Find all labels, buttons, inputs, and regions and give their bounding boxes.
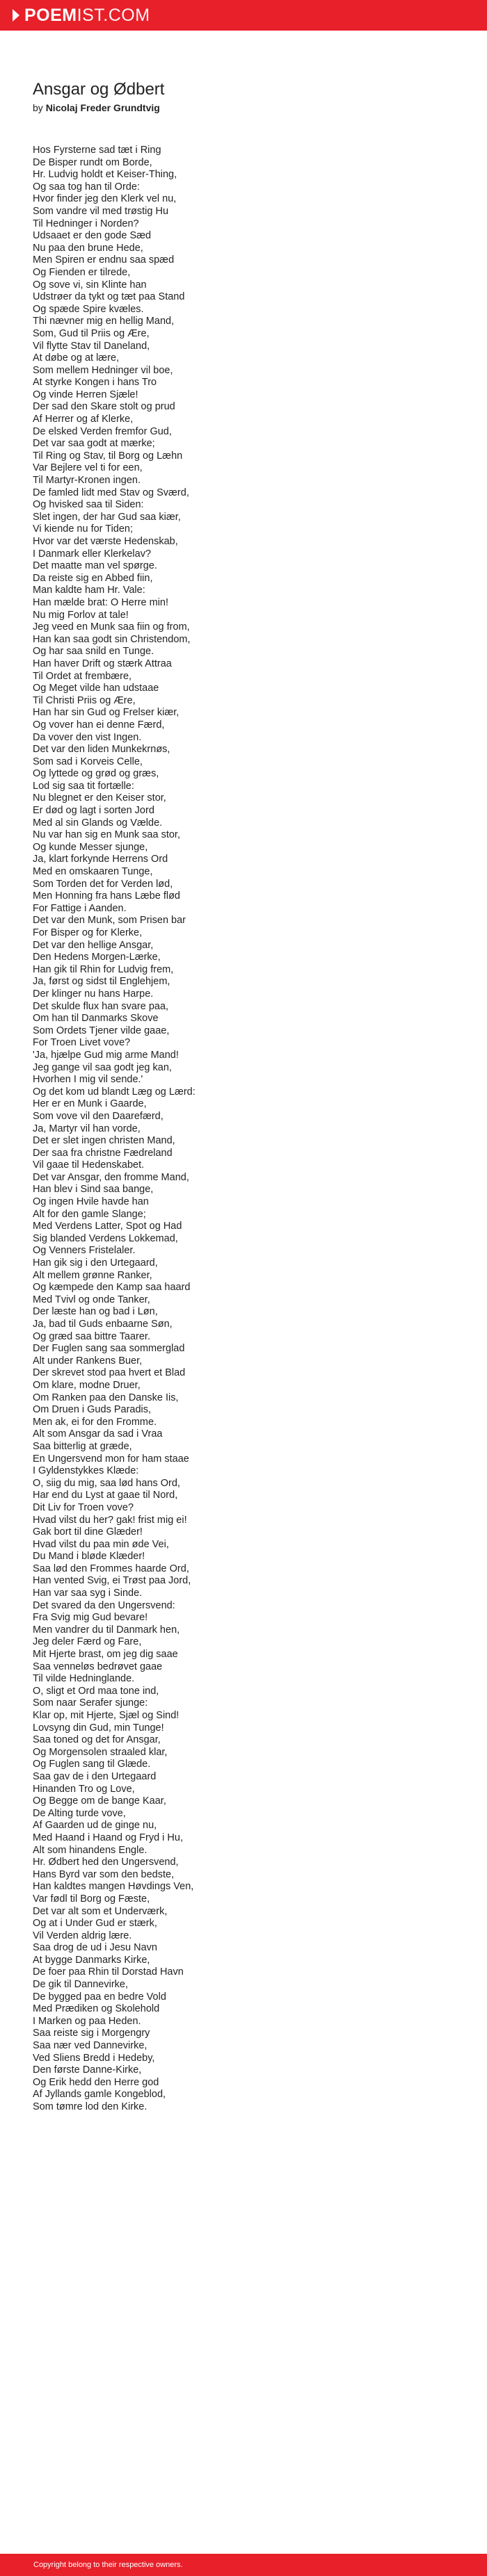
poem-line: I Danmark eller Klerkelav? [33, 548, 152, 560]
poem-line: 'Ja, hjælpe Gud mig arme Mand! [33, 1049, 179, 1061]
poem-line: Til Ordet at frembære, [33, 670, 132, 682]
poem-line: Alt som Ansgar da sad i Vraa [33, 1428, 163, 1440]
poem-line: Saa drog de ud i Jesu Navn [33, 1942, 157, 1954]
poem-line: Men Spiren er endnu saa spæd [33, 254, 175, 266]
poem-line: Den Hedens Morgen-Lærke, [33, 952, 161, 963]
poem-line: Her er en Munk i Gaarde, [33, 1098, 147, 1110]
poem-line: Var fødl til Borg og Fæste, [33, 1893, 150, 1905]
poem-line: I Gyldenstykkes Klæde: [33, 1465, 139, 1477]
poem-line: Ja, først og sidst til Englehjem, [33, 976, 170, 988]
poem-line: Thi nævner mig en hellig Mand, [33, 316, 175, 327]
poem-line: Til Christi Priis og Ære, [33, 694, 136, 706]
poem-line: Alt mellem grønne Ranker, [33, 1269, 152, 1281]
poem-line: Som tømre lod den Kirke. [33, 2101, 147, 2112]
poem-line: Hinanden Tro og Love, [33, 1783, 135, 1795]
poem-line: At døbe og at lære, [33, 352, 120, 364]
poem-line: De elsked Verden fremfor Gud, [33, 425, 172, 437]
poem-line: Saa toned og det for Ansgar, [33, 1734, 161, 1746]
poem-line: Han var saa syg i Sinde. [33, 1588, 143, 1599]
poem-line: Den første Danne-Kirke, [33, 2064, 142, 2076]
poem-line: Jeg veed en Munk saa fiin og from, [33, 621, 190, 633]
poem-line: Og Morgensolen straaled klar, [33, 1746, 168, 1758]
poem-line: Saa lød den Frommes haarde Ord, [33, 1563, 189, 1574]
poem-line: Og saa tog han til Orde: [33, 181, 140, 193]
byline [33, 102, 450, 113]
poem-line: Hos Fyrsterne sad tæt i Ring [33, 145, 161, 156]
poem-line: Ja, bad til Guds enbaarne Søn, [33, 1319, 173, 1330]
poem-line: En Ungersvend mon for ham staae [33, 1453, 189, 1465]
poem-line: Saa reiste sig i Morgengry [33, 2028, 150, 2039]
site-footer [0, 2554, 487, 2576]
poem-line: Som vove vil den Daarefærd, [33, 1110, 163, 1122]
poem-line: De Bisper rundt om Borde, [33, 156, 152, 168]
poem-line: At bygge Danmarks Kirke, [33, 1954, 150, 1966]
poem-line: Med en omskaaren Tunge, [33, 866, 153, 878]
poem-line: Hvad vilst du paa min øde Vei, [33, 1538, 169, 1550]
poem-line: Han vented Svig, ei Trøst paa Jord, [33, 1575, 191, 1587]
poem-line: Han blev i Sind saa bange, [33, 1184, 154, 1196]
poem-line: Saa nær ved Dannevirke, [33, 2040, 147, 2052]
poem-line: Hr. Ludvig holdt et Keiser-Thing, [33, 169, 177, 181]
poem-line: Det var den liden Munkekrnøs, [33, 744, 170, 756]
poem-line: Til Martyr-Kronen ingen. [33, 475, 141, 487]
poem-line: De foer paa Rhin til Dorstad Havn [33, 1966, 184, 1978]
poem-line: Som Torden det for Verden lød, [33, 878, 173, 890]
poem-line: Udsaaet er den gode Sæd [33, 230, 152, 242]
poem-line: Saa bitterlig at græde, [33, 1440, 132, 1452]
poem-line: Det var alt som et Underværk, [33, 1905, 168, 1917]
poem-line: Hvorhen I mig vil sende.' [33, 1074, 143, 1086]
poem-line: Fra Svig mig Gud bevare! [33, 1612, 148, 1624]
poem-line: Dit Liv for Troen vove? [33, 1501, 134, 1513]
poem-line: Det var den Munk, som Prisen bar [33, 915, 186, 927]
poem-line: Hvor finder jeg den Klerk vel nu, [33, 193, 177, 205]
poem-line: Vil gaae til Hedenskabet. [33, 1159, 145, 1171]
poem-line: Der læste han og bad i Løn, [33, 1306, 158, 1318]
poem-line: Han kaldtes mangen Høvdings Ven, [33, 1881, 194, 1893]
poem-line: Og kunde Messer sjunge, [33, 841, 148, 853]
poem-line: Som, Gud til Priis og Ære, [33, 327, 150, 339]
poem-line: Og kæmpede den Kamp saa haard [33, 1282, 191, 1294]
poem-line: Var Bejlere vel ti for een, [33, 462, 143, 474]
poem-line: Og spæde Spire kvæles. [33, 303, 144, 315]
poem-line: Mit Hjerte brast, om jeg dig saae [33, 1649, 178, 1661]
poem-line: Alt som hinandens Engle. [33, 1844, 147, 1856]
poem-line: Da vover den vist Ingen. [33, 731, 142, 743]
poem-line: Men ak, ei for den Fromme. [33, 1416, 157, 1428]
poem-line: Som mellem Hedninger vil boe, [33, 364, 173, 376]
poem-line: Til Hedninger i Norden? [33, 218, 139, 229]
poem-line: Nu mig Forlov at tale! [33, 609, 129, 621]
poem-line: Han mælde brat: O Herre min! [33, 596, 169, 608]
poem-line: Det var Ansgar, den fromme Mand, [33, 1171, 189, 1183]
poem-line: Er død og lagt i sorten Jord [33, 805, 154, 817]
poem-line: Han har sin Gud og Frelser kiær, [33, 707, 179, 719]
poem-line: Slet ingen, der har Gud saa kiær, [33, 511, 181, 523]
poem-line: Hvor var det værste Hedenskab, [33, 536, 178, 547]
poem-line: Det er slet ingen christen Mand, [33, 1135, 175, 1147]
poem-line: Ja, klart forkynde Herrens Ord [33, 854, 168, 865]
poem-line: Nu paa den brune Hede, [33, 242, 143, 254]
poem-line: O, siig du mig, saa lød hans Ord, [33, 1477, 180, 1489]
poem-line: Der klinger nu hans Harpe. [33, 988, 154, 1000]
poem-line: Hr. Ødbert hed den Ungersvend, [33, 1857, 179, 1868]
poem-line: Du Mand i bløde Klæder! [33, 1551, 145, 1563]
poem-line: Og hvisked saa til Siden: [33, 499, 144, 511]
poem-line: Med Prædiken og Skolehold [33, 2003, 160, 2015]
poem-line: Om Ranken paa den Danske Iis, [33, 1392, 179, 1403]
poem-line: De Alting turde vove, [33, 1807, 126, 1819]
poem-line: Og vover han ei denne Færd, [33, 719, 165, 731]
poem-line: For Bisper og for Klerke, [33, 927, 143, 938]
poem-line: Og Fuglen sang til Glæde. [33, 1759, 151, 1770]
poem-line: Om klare, modne Druer, [33, 1379, 141, 1391]
poem-line: Klar op, mit Hjerte, Sjæl og Sind! [33, 1710, 179, 1721]
poem-line: Nu blegnet er den Keiser stor, [33, 792, 166, 804]
poem-line: Ved Sliens Bredd i Hedeby, [33, 2052, 155, 2064]
copyright-text: Copyright belong to their respective owners. [33, 2561, 183, 2569]
poem-line: Det skulde flux han svare paa, [33, 1000, 169, 1012]
poem-title: Ansgar og Ødbert [33, 80, 165, 99]
poem-line: Sig blanded Verdens Lokkemad, [33, 1232, 178, 1244]
poem-line: Han kan saa godt sin Christendom, [33, 633, 191, 645]
poem-line: Med al sin Glands og Vælde. [33, 817, 163, 829]
poem-line: Til Ring og Stav, til Borg og Læhn [33, 450, 183, 462]
poem-line: Vil Verden aldrig lære. [33, 1930, 132, 1941]
poem-line: Gak bort til dine Glæder! [33, 1526, 143, 1538]
poem-line: Hans Byrd var som den bedste, [33, 1868, 175, 1880]
poem-line: Da reiste sig en Abbed fiin, [33, 572, 153, 584]
poem-line: De bygged paa en bedre Vold [33, 1991, 166, 2003]
poem-line: Som sad i Korveis Celle, [33, 756, 143, 767]
poem-content [0, 31, 450, 2114]
poem-line: Han gik sig i den Urtegaard, [33, 1257, 158, 1269]
poem-line: Der Fuglen sang saa sommerglad [33, 1343, 185, 1355]
poem-line: Og sove vi, sin Klinte han [33, 279, 147, 291]
poem-line: Har end du Lyst at gaae til Nord, [33, 1490, 178, 1501]
poem-line: Ja, Martyr vil han vorde, [33, 1123, 141, 1134]
play-triangle-icon [13, 9, 19, 22]
poem-line: Og lyttede og grød og græs, [33, 768, 159, 780]
poem-line: Som naar Serafer sjunge: [33, 1697, 148, 1709]
poem-line: At styrke Kongen i hans Tro [33, 377, 157, 389]
poem-line: Om Druen i Guds Paradis, [33, 1404, 152, 1416]
poem-line: Og at i Under Gud er stærk, [33, 1918, 157, 1930]
poem-line: Vi kiende nu for Tiden; [33, 523, 134, 535]
poem-line: Med Haand i Haand og Fryd i Hu, [33, 1832, 183, 1843]
poem-line: Hvad vilst du her? gak! frist mig ei! [33, 1514, 187, 1526]
poem-line: Men Honning fra hans Læbe flød [33, 890, 180, 902]
poem-line: Jeg gange vil saa godt jeg kan, [33, 1061, 172, 1073]
poem-line: Af Gaarden ud de ginge nu, [33, 1820, 157, 1832]
poem-line: Og Venners Fristelaler. [33, 1245, 136, 1257]
poem-line: For Troen Livet vove? [33, 1037, 131, 1049]
poem-line: Der skrevet stod paa hvert et Blad [33, 1367, 186, 1379]
poem-line: Saa gav de i den Urtegaard [33, 1770, 157, 1782]
poem-line: Om han til Danmarks Skove [33, 1013, 159, 1025]
poem-line: Det maatte man vel spørge. [33, 560, 157, 572]
poem-line: Og Fienden er tilrede, [33, 266, 131, 278]
poem-line: Det var den hellige Ansgar, [33, 939, 154, 951]
poem-line: Lovsyng din Gud, min Tunge! [33, 1722, 164, 1734]
poem-line: Og det kom ud blandt Læg og Lærd: [33, 1086, 195, 1098]
logo-text: POEMIST.COM [24, 5, 150, 25]
poem-line: Udstrøer da tykt og tæt paa Stand [33, 291, 185, 303]
poem-line: Der sad den Skare stolt og prud [33, 401, 175, 413]
poem-line: Det svared da den Ungersvend: [33, 1599, 175, 1611]
poem-line: Som vandre vil med trøstig Hu [33, 205, 169, 217]
poem-line: Nu var han sig en Munk saa stor, [33, 829, 180, 841]
poem-body [33, 145, 450, 2114]
poem-line: Alt for den gamle Slange; [33, 1208, 146, 1220]
poem-line: Som Ordets Tjener vilde gaae, [33, 1025, 170, 1036]
site-logo[interactable] [13, 6, 150, 26]
poem-line: Vil flytte Stav til Daneland, [33, 340, 150, 352]
poem-line: Der saa fra christne Fædreland [33, 1147, 173, 1159]
poem-line: Af Herrer og af Klerke, [33, 414, 134, 425]
poem-line: Til vilde Hedninglande. [33, 1673, 135, 1685]
poem-line: Og Erik hedd den Herre god [33, 2076, 159, 2088]
poem-line: Han gik til Rhin for Ludvig frem, [33, 963, 174, 975]
poem-line: I Marken og paa Heden. [33, 2015, 141, 2027]
poem-line: Og græd saa bittre Taarer. [33, 1330, 150, 1342]
author-link[interactable]: Nicolaj Freder Grundtvig [45, 102, 160, 113]
poem-line: Og Meget vilde han udstaae [33, 683, 159, 694]
poem-line: Men vandrer du til Danmark hen, [33, 1624, 180, 1636]
site-header [0, 0, 487, 31]
poem-line: Det var saa godt at mærke; [33, 438, 155, 450]
poem-line: Og har saa snild en Tunge. [33, 646, 154, 658]
by-label: by [33, 102, 43, 113]
poem-line: Og vinde Herren Sjæle! [33, 389, 138, 400]
poem-line: For Fattige i Aanden. [33, 902, 127, 914]
poem-line: O, sligt et Ord maa tone ind, [33, 1685, 159, 1697]
poem-line: Med Tvivl og onde Tanker, [33, 1294, 150, 1305]
poem-line: Alt under Rankens Buer, [33, 1355, 143, 1367]
poem-line: Med Verdens Latter, Spot og Had [33, 1221, 182, 1232]
poem-line: Saa venneløs bedrøvet gaae [33, 1661, 163, 1672]
poem-line: Man kaldte ham Hr. Vale: [33, 585, 145, 596]
poem-line: De famled lidt med Stav og Sværd, [33, 487, 189, 498]
poem-line: Og ingen Hvile havde han [33, 1196, 149, 1208]
poem-line: Han haver Drift og stærk Attraa [33, 658, 172, 669]
poem-line: Lod sig saa tit fortælle: [33, 780, 134, 792]
poem-line: Og Begge om de bange Kaar, [33, 1795, 166, 1807]
poem-line: Jeg deler Færd og Fare, [33, 1636, 142, 1648]
poem-line: De gik til Dannevirke, [33, 1979, 128, 1991]
poem-line: Af Jyllands gamle Kongeblod, [33, 2089, 166, 2101]
